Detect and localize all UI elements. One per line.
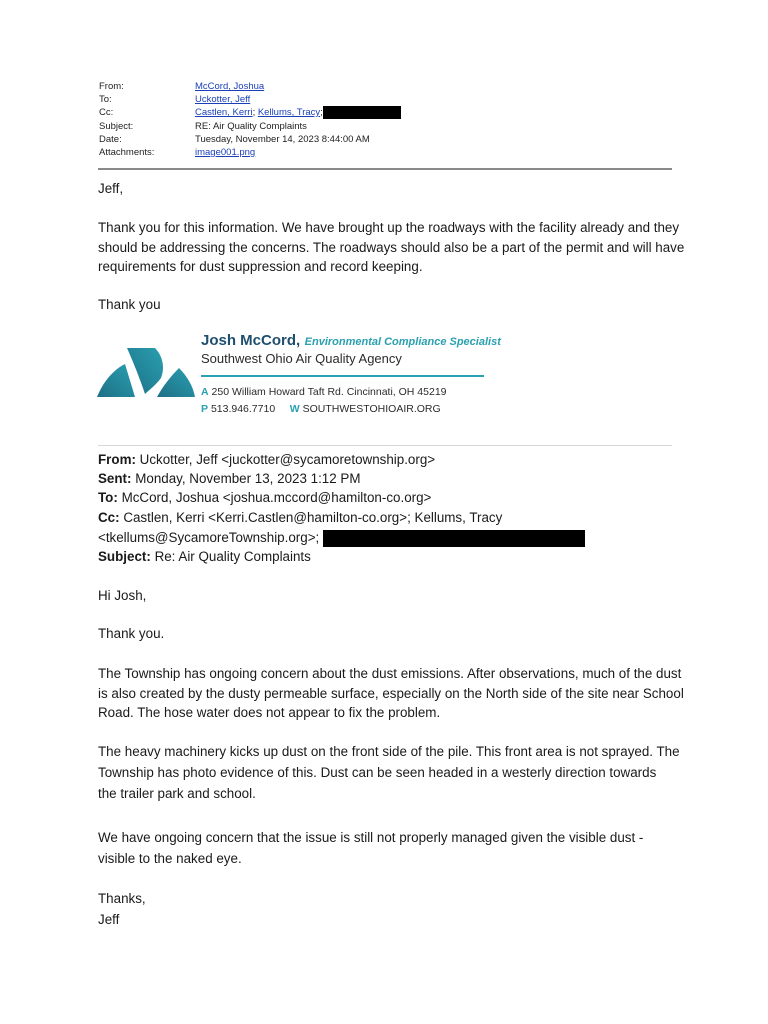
forwarded-sent-value: Monday, November 13, 2023 1:12 PM bbox=[135, 471, 361, 486]
signature-address: 250 William Howard Taft Rd. Cincinnati, OH 45219 bbox=[211, 386, 447, 398]
header-subject-value: RE: Air Quality Complaints bbox=[195, 121, 307, 132]
signoff-name: Jeff bbox=[98, 912, 120, 927]
forwarded-from bbox=[98, 450, 435, 470]
signature-agency: Southwest Ohio Air Quality Agency bbox=[201, 351, 402, 366]
paragraph-line: The Township has ongoing concern about the dust emissions. After observations, much of the dust bbox=[98, 666, 682, 681]
header-to-label: To: bbox=[99, 94, 112, 105]
header-divider bbox=[98, 168, 672, 170]
paragraph-line: visible to the naked eye. bbox=[98, 851, 242, 866]
original-greeting: Hi Josh, bbox=[98, 588, 147, 603]
forwarded-subject bbox=[98, 547, 311, 567]
header-date-value: Tuesday, November 14, 2023 8:44:00 AM bbox=[195, 134, 370, 145]
header-cc-link-castlen[interactable]: Castlen, Kerri bbox=[195, 107, 253, 119]
header-cc-values bbox=[195, 106, 401, 119]
forwarded-subject-value: Re: Air Quality Complaints bbox=[154, 549, 311, 564]
phone-prefix: P bbox=[201, 403, 209, 415]
original-paragraph-2 bbox=[98, 741, 678, 804]
address-prefix: A bbox=[201, 386, 209, 398]
header-cc-separator-2: ; bbox=[320, 107, 323, 119]
header-to-link[interactable]: Uckotter, Jeff bbox=[195, 94, 251, 105]
header-cc-label: Cc: bbox=[99, 107, 114, 118]
forwarded-cc-value: Castlen, Kerri <Kerri.Castlen@hamilton-co.org>; Kellums, Tracy bbox=[123, 510, 503, 525]
paragraph-line: The heavy machinery kicks up dust on the front side of the pile. This front area is not sprayed. The bbox=[98, 744, 680, 759]
signature-title: Environmental Compliance Specialist bbox=[304, 336, 501, 348]
original-paragraph-3 bbox=[98, 827, 678, 869]
forwarded-subject-label: Subject: bbox=[98, 549, 151, 564]
header-subject-label: Subject: bbox=[99, 121, 134, 132]
paragraph-line: Road. The hose water does not appear to fix the problem. bbox=[98, 705, 441, 720]
agency-logo-icon bbox=[97, 344, 197, 400]
header-from-link[interactable]: McCord, Joshua bbox=[195, 81, 265, 92]
attachment-link[interactable]: image001.png bbox=[195, 147, 256, 158]
reply-body bbox=[98, 218, 685, 277]
forwarded-to-value: McCord, Joshua <joshua.mccord@hamilton-co.org> bbox=[121, 490, 432, 505]
forwarded-from-label: From: bbox=[98, 452, 136, 467]
paragraph-line: We have ongoing concern that the issue is still not properly managed given the visible dust - bbox=[98, 830, 644, 845]
web-prefix: W bbox=[289, 403, 300, 415]
forwarded-cc bbox=[98, 508, 502, 528]
reply-body-line: should be addressing the concerns. The roadways should also be a part of the permit and will have bbox=[98, 239, 685, 255]
paragraph-line: the trailer park and school. bbox=[98, 786, 256, 801]
reply-body-line: Thank you for this information. We have brought up the roadways with the facility already and they bbox=[98, 220, 680, 235]
forwarded-to-label: To: bbox=[98, 490, 118, 505]
forwarded-cc-label: Cc: bbox=[98, 510, 120, 525]
forward-divider bbox=[98, 445, 672, 446]
signature-address-line bbox=[201, 386, 447, 398]
forwarded-sent-label: Sent: bbox=[98, 471, 132, 486]
original-thanks: Thank you. bbox=[98, 626, 165, 641]
header-cc-link-kellums[interactable]: Kellums, Tracy bbox=[257, 107, 321, 119]
forwarded-to bbox=[98, 488, 431, 508]
original-signoff bbox=[98, 888, 678, 930]
signature-phone: 513.946.7710 bbox=[210, 403, 276, 415]
signoff-thanks: Thanks, bbox=[98, 891, 146, 906]
signature-comma: , bbox=[296, 332, 301, 349]
reply-closing: Thank you bbox=[98, 297, 161, 312]
signature-name: Josh McCord bbox=[201, 332, 297, 349]
redaction-box bbox=[323, 106, 401, 119]
signature-name-line bbox=[201, 332, 501, 350]
signature-contact-line bbox=[201, 403, 441, 415]
original-paragraph-1 bbox=[98, 664, 684, 723]
forwarded-sent bbox=[98, 469, 361, 489]
paragraph-line: Township has photo evidence of this. Dust can be seen headed in a westerly direction towards bbox=[98, 765, 657, 780]
header-cc-separator: ; bbox=[252, 107, 258, 119]
redaction-box bbox=[323, 530, 585, 547]
header-attachments-label: Attachments: bbox=[99, 147, 155, 158]
signature-divider bbox=[201, 375, 484, 377]
reply-body-line: requirements for dust suppression and record keeping. bbox=[98, 259, 423, 274]
header-from-label: From: bbox=[99, 81, 124, 92]
forwarded-cc-value-2: <tkellums@SycamoreTownship.org>; bbox=[98, 530, 320, 545]
reply-greeting: Jeff, bbox=[98, 181, 124, 196]
header-date-label: Date: bbox=[99, 134, 122, 145]
paragraph-line: is also created by the dusty permeable surface, especially on the North side of the site near School bbox=[98, 685, 684, 701]
forwarded-from-value: Uckotter, Jeff <juckotter@sycamoretownship.org> bbox=[139, 452, 436, 467]
signature-website: SOUTHWESTOHIOAIR.ORG bbox=[302, 403, 441, 415]
forwarded-cc-continued bbox=[98, 528, 585, 548]
